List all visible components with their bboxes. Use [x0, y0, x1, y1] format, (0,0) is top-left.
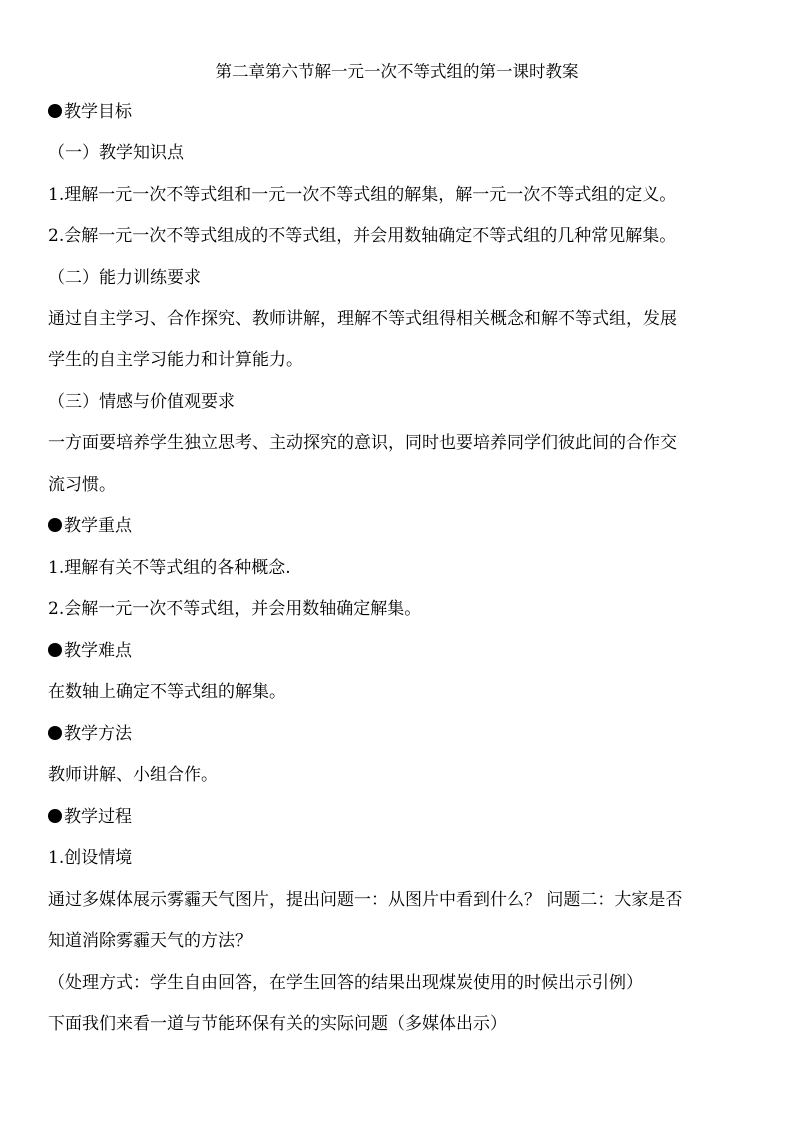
section-heading-process: [48, 801, 758, 833]
section-heading-objectives: [48, 96, 758, 128]
values-paragraph-line-2: 流习惯。: [48, 475, 116, 495]
bullet-icon: [48, 726, 62, 740]
ability-paragraph-line-2: 学生的自主学习能力和计算能力。: [48, 350, 303, 370]
subsection-heading-values: （三）情感与价值观要求: [48, 392, 235, 412]
knowledge-item-2: 2.会解一元一次不等式组成的不等式组，并会用数轴确定不等式组的几种常见解集。: [48, 226, 677, 246]
bullet-icon: [48, 643, 62, 657]
section-heading-difficulties: [48, 635, 758, 667]
key-point-item-1: 1.理解有关不等式组的各种概念.: [48, 558, 291, 578]
section-heading-text: 教学方法: [64, 724, 132, 744]
process-paragraph-line-2: 知道消除雾霾天气的方法？: [48, 931, 252, 951]
section-heading-text: 教学目标: [64, 102, 132, 122]
knowledge-item-1: 1.理解一元一次不等式组和一元一次不等式组的解集，解一元一次不等式组的定义。: [48, 185, 677, 205]
values-paragraph-line-1: 一方面要培养学生独立思考、主动探究的意识，同时也要培养同学们彼此间的合作交: [48, 433, 677, 453]
subsection-heading-knowledge: （一）教学知识点: [48, 143, 184, 163]
process-next: 下面我们来看一道与节能环保有关的实际问题（多媒体出示）: [48, 1014, 507, 1034]
process-note: （处理方式：学生自由回答，在学生回答的结果出现煤炭使用的时候出示引例）: [48, 973, 643, 993]
section-heading-text: 教学重点: [64, 516, 132, 536]
document-title: 第二章第六节解一元一次不等式组的第一课时教案: [215, 62, 579, 81]
methods-text: 教师讲解、小组合作。: [48, 765, 218, 785]
process-step-1: 1.创设情境: [48, 848, 133, 868]
section-heading-text: 教学过程: [64, 807, 132, 827]
key-point-item-2: 2.会解一元一次不等式组，并会用数轴确定解集。: [48, 599, 422, 619]
section-heading-methods: [48, 718, 758, 750]
section-heading-text: 教学难点: [64, 641, 132, 661]
ability-paragraph-line-1: 通过自主学习、合作探究、教师讲解，理解不等式组得相关概念和解不等式组，发展: [48, 309, 677, 329]
difficulties-text: 在数轴上确定不等式组的解集。: [48, 682, 286, 702]
section-heading-key-points: [48, 510, 758, 542]
process-paragraph-line-1: 通过多媒体展示雾霾天气图片，提出问题一：从图片中看到什么？ 问题二：大家是否: [48, 890, 683, 910]
subsection-heading-ability: （二）能力训练要求: [48, 268, 201, 288]
bullet-icon: [48, 518, 62, 532]
bullet-icon: [48, 809, 62, 823]
bullet-icon: [48, 104, 62, 118]
